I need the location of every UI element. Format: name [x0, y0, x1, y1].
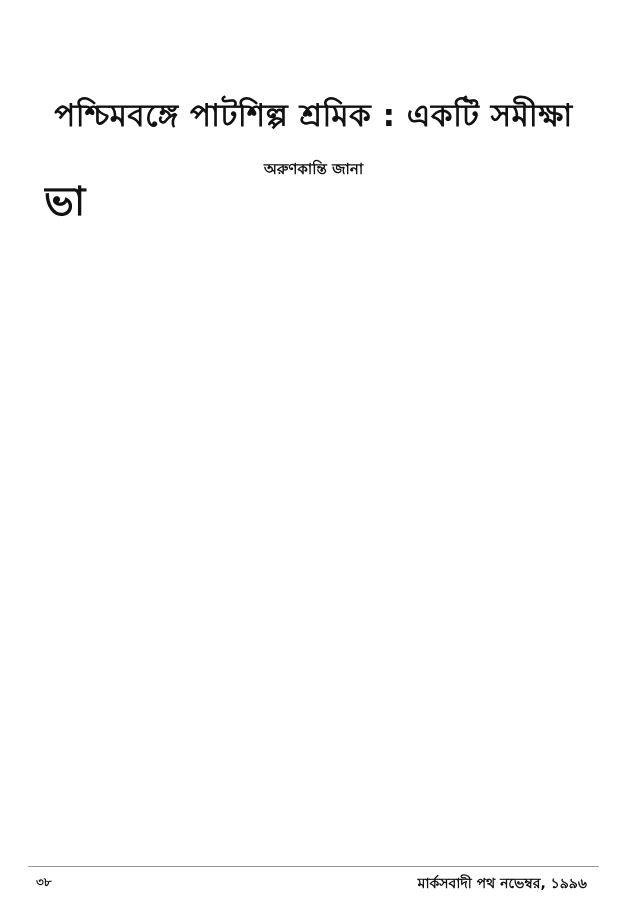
article-title: পশ্চিমবঙ্গে পাটশিল্প শ্রমিক : একটি সমীক্ষা	[54, 98, 573, 134]
journal-footer: মার্কসবাদী পথ নভেম্বর, ১৯৯৬	[417, 876, 587, 892]
page-number: ৩৮	[36, 875, 52, 889]
right-column	[322, 185, 586, 857]
footer-rule	[28, 866, 599, 867]
left-column	[44, 185, 308, 857]
article-author: অরুণকান্তি জানা	[263, 160, 364, 178]
drop-cap: ভা	[44, 185, 86, 225]
